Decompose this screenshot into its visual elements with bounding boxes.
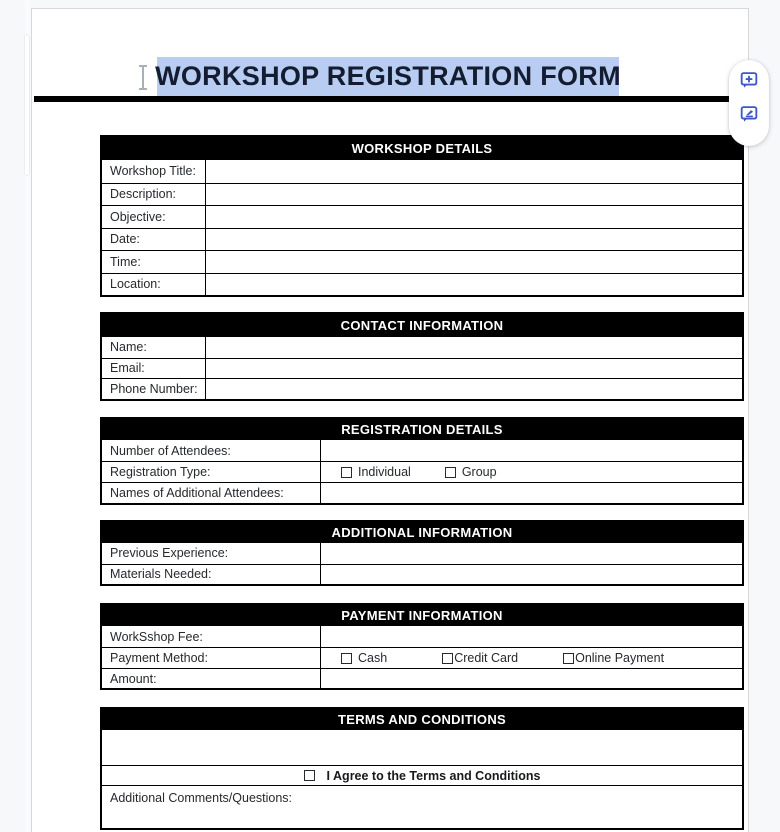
phone-number-input-cell[interactable] bbox=[206, 379, 742, 399]
online-payment-option-label: Online Payment bbox=[575, 651, 665, 665]
workshop-fee-input-cell[interactable] bbox=[321, 626, 742, 647]
document-page[interactable] bbox=[31, 8, 749, 832]
location-label: Location: bbox=[102, 274, 206, 296]
additional-attendees-label: Names of Additional Attendees: bbox=[102, 483, 321, 503]
page-title[interactable]: WORKSHOP REGISTRATION FORM bbox=[155, 61, 621, 91]
previous-experience-input-cell[interactable] bbox=[321, 543, 742, 564]
phone-number-label: Phone Number: bbox=[102, 379, 206, 399]
workshop-fee-label: WorkSshop Fee: bbox=[102, 626, 321, 647]
amount-label: Amount: bbox=[102, 669, 321, 688]
additional-comments-label: Additional Comments/Questions: bbox=[110, 791, 293, 805]
add-comment-button[interactable] bbox=[736, 68, 762, 94]
materials-needed-label: Materials Needed: bbox=[102, 565, 321, 585]
floating-comment-toolbar bbox=[729, 60, 769, 146]
additional-information-header: ADDITIONAL INFORMATION bbox=[102, 522, 742, 543]
comment-plus-icon bbox=[738, 69, 760, 94]
materials-needed-input-cell[interactable] bbox=[321, 565, 742, 585]
credit-card-option-label: Credit Card bbox=[454, 651, 519, 665]
payment-method-label: Payment Method: bbox=[102, 648, 321, 668]
previous-experience-label: Previous Experience: bbox=[102, 543, 321, 564]
registration-type-label: Registration Type: bbox=[102, 462, 321, 482]
payment-information-header: PAYMENT INFORMATION bbox=[102, 605, 742, 626]
name-label: Name: bbox=[102, 337, 206, 358]
date-label: Date: bbox=[102, 229, 206, 251]
objective-label: Objective: bbox=[102, 206, 206, 228]
location-input-cell[interactable] bbox=[206, 274, 742, 296]
objective-input-cell[interactable] bbox=[206, 206, 742, 228]
workshop-title-input-cell[interactable] bbox=[206, 160, 742, 183]
annotate-comment-button[interactable] bbox=[736, 102, 762, 128]
agree-terms-checkbox[interactable] bbox=[304, 770, 315, 781]
amount-input-cell[interactable] bbox=[321, 669, 742, 688]
terms-and-conditions-table bbox=[100, 707, 744, 830]
online-payment-checkbox[interactable] bbox=[563, 653, 574, 664]
contact-information-table bbox=[100, 312, 744, 401]
terms-and-conditions-header: TERMS AND CONDITIONS bbox=[102, 709, 742, 730]
email-label: Email: bbox=[102, 359, 206, 379]
workshop-details-table bbox=[100, 135, 744, 297]
description-input-cell[interactable] bbox=[206, 184, 742, 206]
time-input-cell[interactable] bbox=[206, 251, 742, 273]
cash-checkbox[interactable] bbox=[341, 653, 352, 664]
email-input-cell[interactable] bbox=[206, 359, 742, 379]
registration-type-individual-option[interactable] bbox=[341, 465, 411, 479]
comment-pen-icon bbox=[738, 103, 760, 128]
number-of-attendees-label: Number of Attendees: bbox=[102, 440, 321, 461]
title-divider bbox=[34, 96, 739, 102]
cash-option-label: Cash bbox=[358, 651, 388, 665]
workshop-title-label: Workshop Title: bbox=[102, 160, 206, 183]
document-title-selection[interactable] bbox=[157, 57, 619, 96]
workshop-details-header: WORKSHOP DETAILS bbox=[102, 137, 742, 160]
terms-text-input-cell[interactable] bbox=[102, 730, 742, 765]
credit-card-checkbox[interactable] bbox=[442, 653, 453, 664]
registration-details-header: REGISTRATION DETAILS bbox=[102, 419, 742, 440]
group-option-label: Group bbox=[461, 465, 497, 479]
text-cursor-icon bbox=[138, 64, 148, 91]
left-scrollbar-thumb[interactable] bbox=[24, 34, 30, 176]
additional-information-table bbox=[100, 520, 744, 586]
description-label: Description: bbox=[102, 184, 206, 206]
agree-terms-label: I Agree to the Terms and Conditions bbox=[326, 768, 541, 783]
date-input-cell[interactable] bbox=[206, 229, 742, 251]
registration-type-group-option[interactable] bbox=[445, 465, 497, 479]
payment-online-option[interactable] bbox=[563, 651, 664, 665]
payment-cash-option[interactable] bbox=[341, 651, 387, 665]
individual-option-label: Individual bbox=[358, 465, 411, 479]
payment-credit-card-option[interactable] bbox=[442, 651, 518, 665]
time-label: Time: bbox=[102, 251, 206, 273]
agree-terms-option[interactable] bbox=[304, 769, 541, 783]
contact-information-header: CONTACT INFORMATION bbox=[102, 314, 742, 337]
registration-details-table bbox=[100, 417, 744, 505]
individual-checkbox[interactable] bbox=[341, 467, 352, 478]
number-of-attendees-input-cell[interactable] bbox=[321, 440, 742, 461]
payment-information-table bbox=[100, 603, 744, 690]
additional-attendees-input-cell[interactable] bbox=[321, 483, 742, 503]
group-checkbox[interactable] bbox=[445, 467, 456, 478]
name-input-cell[interactable] bbox=[206, 337, 742, 358]
